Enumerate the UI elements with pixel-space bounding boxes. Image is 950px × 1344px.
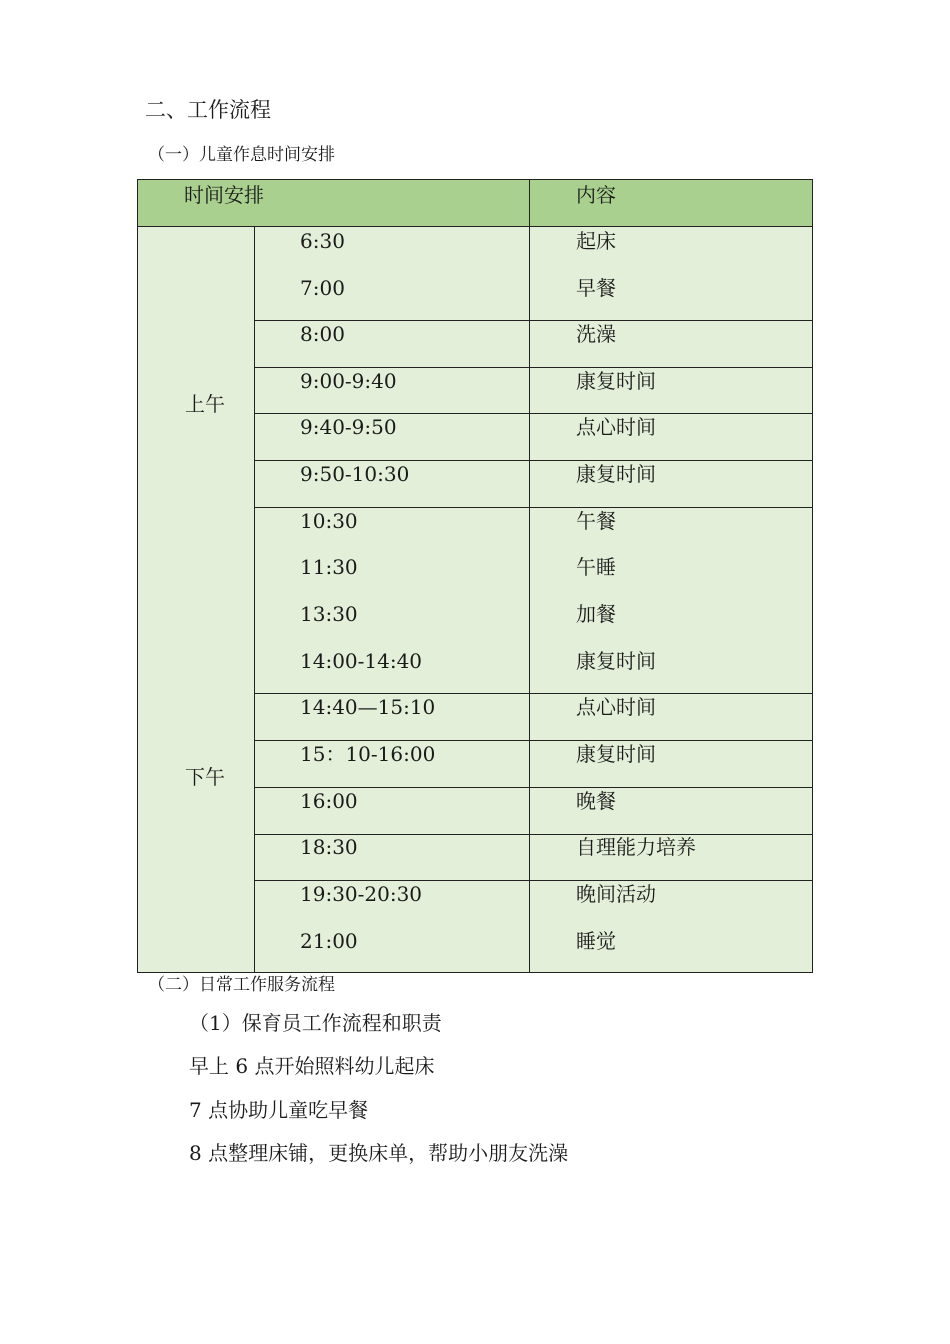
time-cell: 19:30-20:30 xyxy=(300,882,423,906)
column-divider xyxy=(529,180,530,972)
section-heading: 二、工作流程 xyxy=(145,98,271,122)
subsection-heading-schedule: （一）儿童作息时间安排 xyxy=(148,145,335,165)
activity-cell: 康复时间 xyxy=(576,742,656,766)
time-cell: 14:40—15:10 xyxy=(300,695,436,719)
paragraph: （1）保育员工作流程和职责 xyxy=(189,1011,442,1035)
activity-cell: 午睡 xyxy=(576,555,616,579)
activity-cell: 自理能力培养 xyxy=(576,835,696,859)
time-cell: 9:40-9:50 xyxy=(300,415,397,439)
time-cell: 21:00 xyxy=(300,929,358,953)
time-cell: 8:00 xyxy=(300,322,345,346)
time-cell: 18:30 xyxy=(300,835,358,859)
subsection-heading-workflow: （二）日常工作服务流程 xyxy=(148,975,335,995)
header-time: 时间安排 xyxy=(184,183,264,207)
paragraph: 8 点整理床铺，更换床单，帮助小朋友洗澡 xyxy=(189,1141,569,1165)
time-cell: 11:30 xyxy=(300,555,358,579)
time-cell: 10:30 xyxy=(300,509,358,533)
activity-cell: 康复时间 xyxy=(576,462,656,486)
activity-cell: 晚间活动 xyxy=(576,882,656,906)
period-morning: 上午 xyxy=(185,392,225,416)
activity-cell: 早餐 xyxy=(576,276,616,300)
time-cell: 15：10-16:00 xyxy=(300,742,436,766)
activity-cell: 睡觉 xyxy=(576,929,616,953)
time-cell: 14:00-14:40 xyxy=(300,649,423,673)
time-cell: 13:30 xyxy=(300,602,358,626)
time-cell: 9:50-10:30 xyxy=(300,462,410,486)
activity-cell: 午餐 xyxy=(576,509,616,533)
paragraph: 早上 6 点开始照料幼儿起床 xyxy=(189,1054,435,1078)
activity-cell: 点心时间 xyxy=(576,415,656,439)
table-header xyxy=(138,180,812,227)
activity-cell: 加餐 xyxy=(576,602,616,626)
activity-cell: 康复时间 xyxy=(576,369,656,393)
column-divider xyxy=(254,227,255,972)
activity-cell: 晚餐 xyxy=(576,789,616,813)
schedule-table xyxy=(137,179,813,973)
activity-cell: 点心时间 xyxy=(576,695,656,719)
activity-cell: 康复时间 xyxy=(576,649,656,673)
period-afternoon: 下午 xyxy=(185,765,225,789)
time-cell: 16:00 xyxy=(300,789,358,813)
activity-cell: 洗澡 xyxy=(576,322,616,346)
time-cell: 6:30 xyxy=(300,229,345,253)
time-cell: 7:00 xyxy=(300,276,345,300)
header-content: 内容 xyxy=(576,183,616,207)
paragraph: 7 点协助儿童吃早餐 xyxy=(189,1098,369,1122)
activity-cell: 起床 xyxy=(576,229,616,253)
time-cell: 9:00-9:40 xyxy=(300,369,397,393)
